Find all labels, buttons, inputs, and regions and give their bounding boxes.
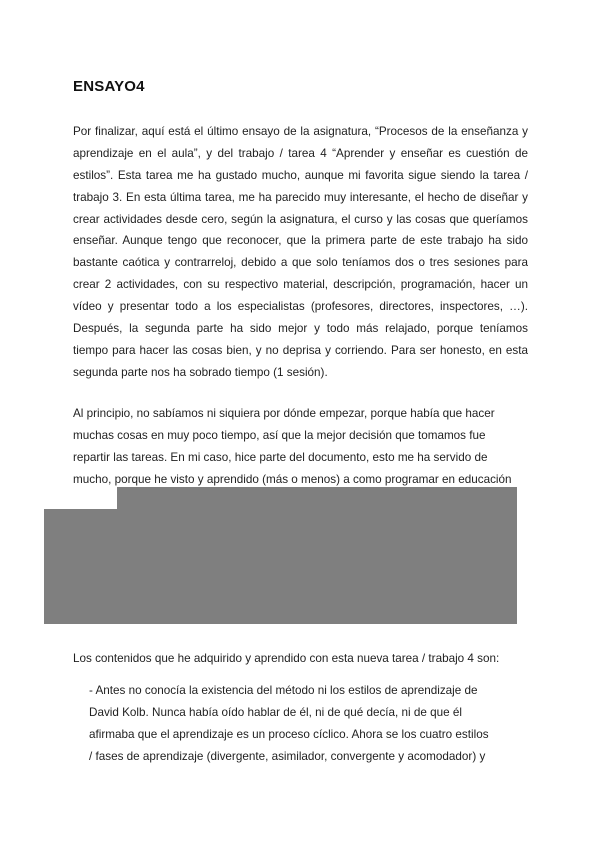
text-line: - Antes no conocía la existencia del método ni los estilos de aprendizaje de	[89, 684, 478, 697]
text-line: mucho, porque he visto y aprendido (más o menos) a como programar en educación	[73, 472, 512, 486]
redaction-notch	[44, 487, 117, 509]
text-line: Al principio, no sabíamos ni siquiera por dónde empezar, porque había que hacer	[73, 407, 495, 420]
text-line: vídeo y presentar todo a los especialistas (profesores, directores, inspectores, …).	[73, 300, 528, 314]
text-line: David Kolb. Nunca había oído hablar de él, ni de qué decía, ni de que él	[89, 705, 462, 719]
text-line: afirmaba que el aprendizaje es un proceso cíclico. Ahora se los cuatro estilos	[89, 727, 489, 741]
text-line: segunda parte nos ha sobrado tiempo (1 sesión).	[73, 365, 328, 379]
text-line: estilos”. Esta tarea me ha gustado mucho, aunque mi favorita sigue siendo la tarea /	[73, 168, 528, 182]
text-line: aprendizaje en el aula”, y del trabajo / tarea 4 “Aprender y enseñar es cuestión de	[73, 146, 528, 160]
text-line: muchas cosas en muy poco tiempo, así que la mejor decisión que tomamos fue	[73, 428, 486, 442]
text-line: Después, la segunda parte ha sido mejor y todo más relajado, porque teníamos	[73, 322, 528, 336]
text-line: tiempo para hacer las cosas bien, y no deprisa y corriendo. Para ser honesto, en esta	[73, 343, 528, 357]
text-line: crear actividades desde cero, según la asignatura, el curso y las cosas que queríamos	[73, 212, 528, 226]
text-line: Por finalizar, aquí está el último ensayo de la asignatura, “Procesos de la enseñanza y	[73, 125, 528, 138]
text-line: enseñar. Aunque tengo que reconocer, que la primera parte de este trabajo ha sido	[73, 234, 528, 248]
text-line: / fases de aprendizaje (divergente, asimilador, convergente y acomodador) y	[89, 749, 486, 763]
document-title: ENSAYO4	[73, 78, 145, 95]
bullet-item	[89, 680, 509, 768]
text-line: trabajo 3. En esta última tarea, me ha parecido muy interesante, el hecho de diseñar y	[73, 190, 528, 204]
paragraph-contents-intro	[73, 648, 528, 670]
text-line: repartir las tareas. En mi caso, hice parte del documento, esto me ha servido de	[73, 450, 488, 464]
text-line: Los contenidos que he adquirido y aprendido con esta nueva tarea / trabajo 4 son:	[73, 652, 500, 665]
text-line: bastante caótica y contrarreloj, debido a que solo teníamos dos o tres sesiones para	[73, 256, 528, 270]
text-line: crear 2 actividades, con su respectivo material, descripción, programación, hacer un	[73, 278, 528, 292]
paragraph-intro	[73, 121, 528, 384]
